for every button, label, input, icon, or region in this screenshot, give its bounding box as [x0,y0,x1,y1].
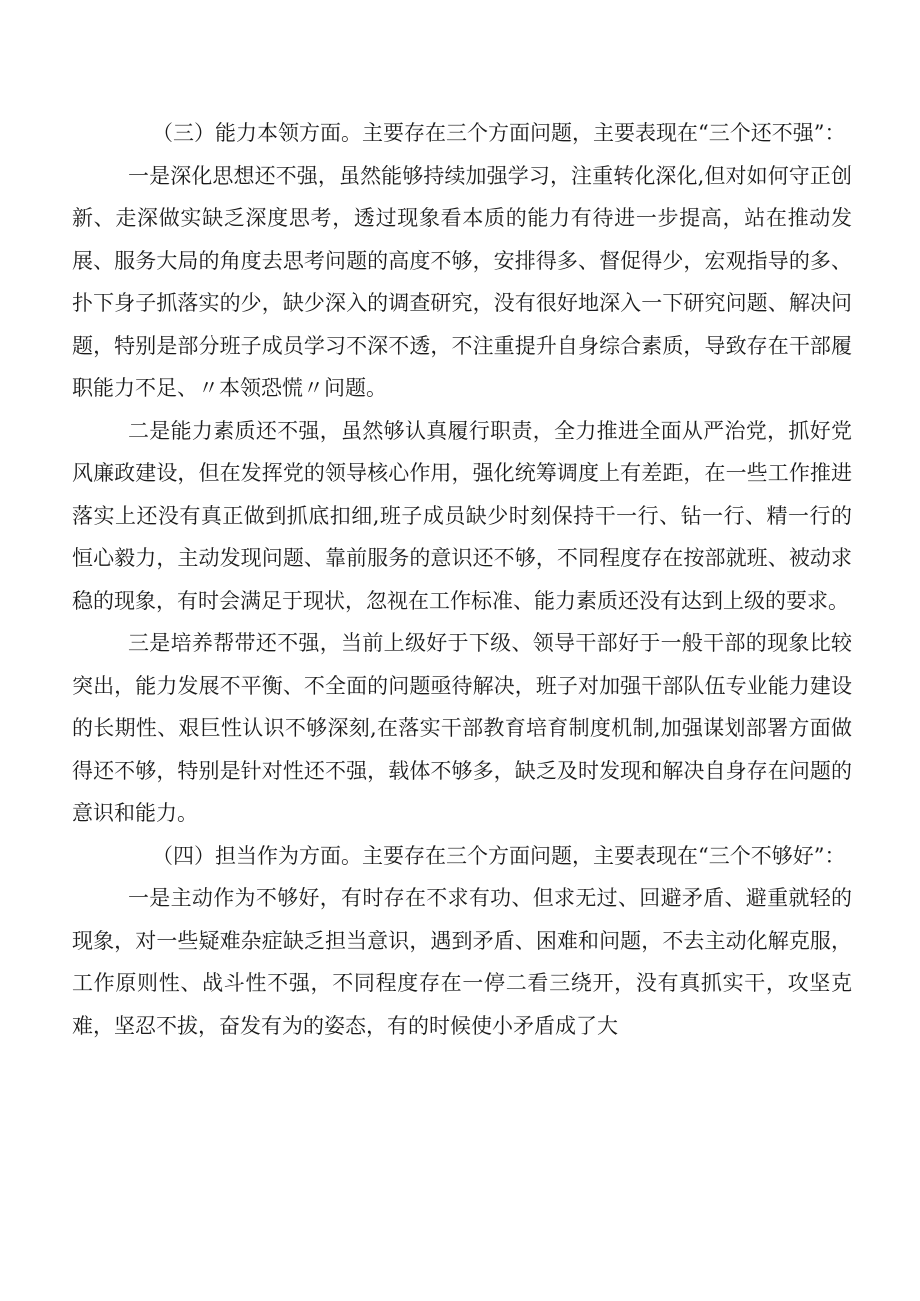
paragraph-thinking: 一是深化思想还不强，虽然能够持续加强学习，注重转化深化,但对如何守正创新、走深做实缺乏深度思考，透过现象看本质的能力有待进一步提高，站在推动发展、服务大局的角度去思考问题的高度不够，安排得多、督促得少，宏观指导的多、扑下身子抓落实的少，缺少深入的调查研究，没有很好地深入一下研究问题、解决问题，特别是部分班子成员学习不深不透，不注重提升自身综合素质，导致存在干部履职能力不足、〃本领恐慌〃问题。 [72,163,852,400]
paragraph-ability: 二是能力素质还不强，虽然够认真履行职责，全力推进全面从严治党，抓好党风廉政建设，但在发挥党的领导核心作用，强化统筹调度上有差距，在一些工作推进落实上还没有真正做到抓底扣细,班子成员缺少时刻保持干一行、钻一行、精一行的恒心毅力，主动发现问题、靠前服务的意识还不够，不同程度存在按部就班、被动求稳的现象，有时会满足于现状，忽视在工作标准、能力素质还没有达到上级的要求。 [72,418,852,613]
document-body [72,112,852,1047]
section-heading-four: （四）担当作为方面。主要存在三个方面问题，主要表现在“三个不够好”： [152,843,846,868]
paragraph-initiative: 一是主动作为不够好，有时存在不求有功、但求无过、回避矛盾、避重就轻的现象，对一些疑难杂症缺乏担当意识，遇到矛盾、困难和问题，不去主动化解克服，工作原则性、战斗性不强，不同程度存在一停二看三绕开，没有真抓实干，攻坚克难，坚忍不拔，奋发有为的姿态，有的时候使小矛盾成了大 [72,886,852,1038]
section-heading-three: （三）能力本领方面。主要存在三个方面问题，主要表现在“三个还不强”： [152,121,846,145]
paragraph-training: 三是培养帮带还不强，当前上级好于下级、领导干部好于一般干部的现象比较突出，能力发展不平衡、不全面的问题亟待解决，班子对加强干部队伍专业能力建设的长期性、艰巨性认识不够深刻,在落实干部教育培育制度机制,加强谋划部署方面做得还不够，特别是针对性还不强，载体不够多，缺乏及时发现和解决自身存在问题的意识和能力。 [72,631,852,825]
